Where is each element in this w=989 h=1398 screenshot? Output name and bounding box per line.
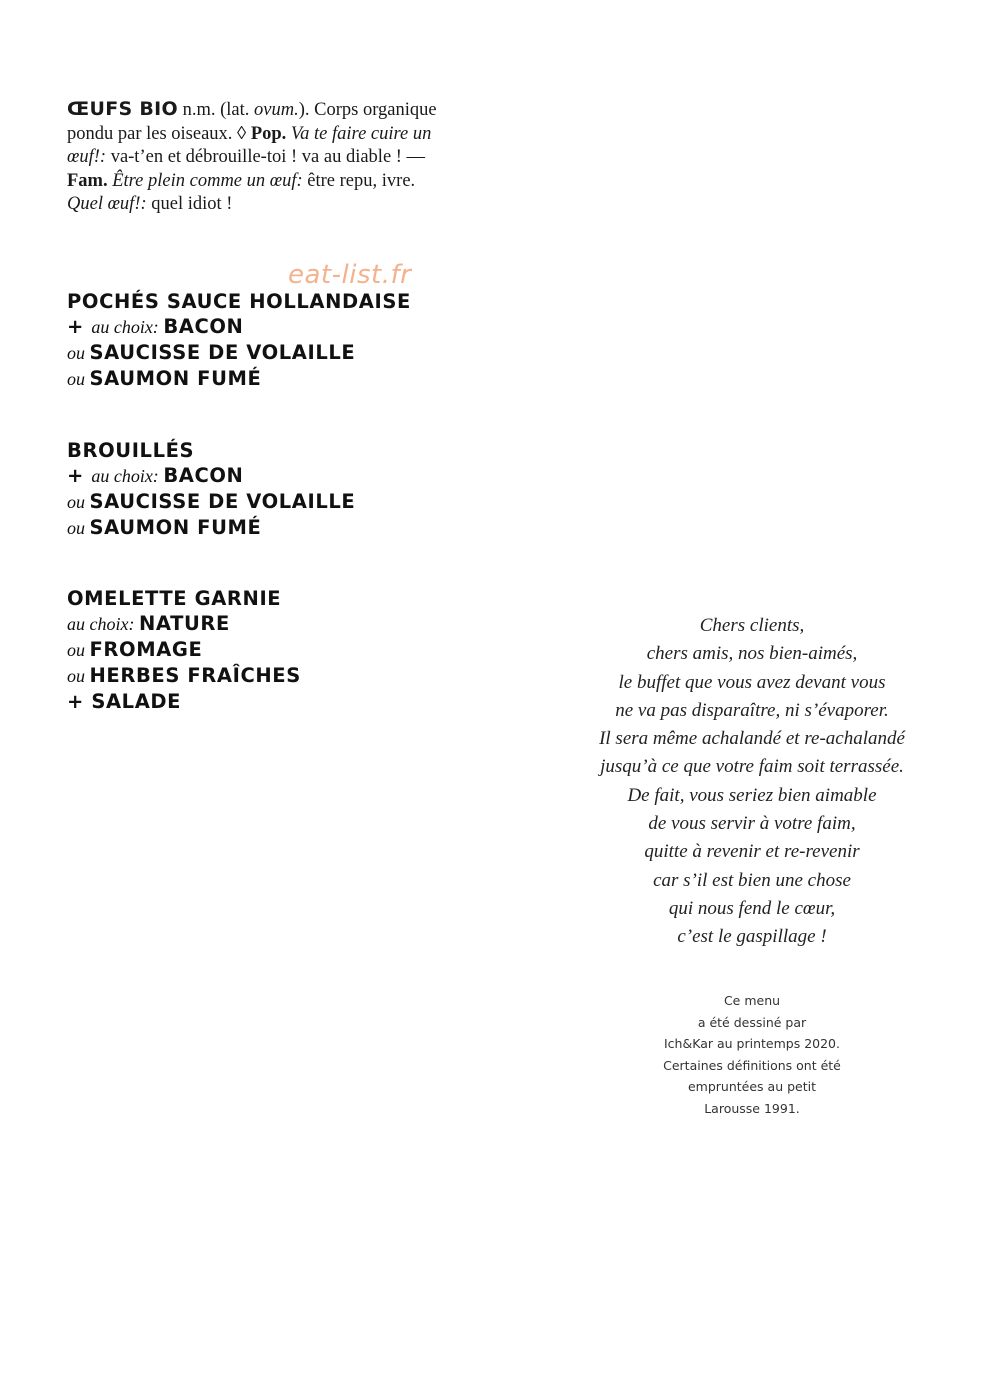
credits-line: Certaines définitions ont été — [663, 1057, 841, 1073]
menu-option — [67, 637, 301, 663]
option-text: SAUMON FUMÉ — [89, 516, 262, 539]
credits-line: Ich&Kar au printemps 2020. — [664, 1036, 840, 1051]
menu-section — [67, 438, 355, 541]
poem-line: De fait, vous seriez bien aimable — [627, 784, 877, 806]
definition-line — [67, 193, 487, 217]
definition-example: œuf!: — [67, 147, 107, 167]
definition-line — [67, 146, 487, 170]
option-connector: ou — [67, 518, 90, 538]
option-text: BACON — [163, 464, 244, 487]
option-text: + SALADE — [67, 690, 182, 713]
option-text: BACON — [163, 315, 244, 338]
option-text: SAUMON FUMÉ — [89, 367, 262, 390]
poem-line: jusqu’à ce que votre faim soit terrassée. — [600, 756, 904, 778]
option-text: BROUILLÉS — [67, 439, 195, 462]
definition-text: ). Corps organique — [298, 100, 437, 120]
poem-line: c’est le gaspillage ! — [677, 926, 827, 948]
option-text: HERBES FRAÎCHES — [89, 664, 301, 687]
headword: ŒUFS BIO — [67, 98, 178, 120]
option-text: NATURE — [138, 612, 230, 635]
definition-label: Fam. — [67, 170, 108, 191]
menu-option — [67, 463, 355, 489]
poem-line: quitte à revenir et re-revenir — [644, 841, 860, 863]
poem-line: Chers clients, — [699, 615, 805, 636]
credits-line: empruntées au petit — [687, 1079, 816, 1094]
definition-line — [67, 123, 487, 147]
poem-line: Il sera même achalandé et re-achalandé — [599, 728, 905, 750]
option-connector: ou — [67, 492, 90, 512]
option-connector: au choix: — [91, 317, 164, 337]
definition-text: être repu, ivre. — [302, 170, 416, 191]
option-text: FROMAGE — [89, 638, 203, 661]
option-connector: au choix: — [91, 466, 164, 486]
menu-option — [67, 689, 301, 714]
definition-text: n.m. (lat. — [177, 100, 255, 120]
menu-section-title — [67, 289, 411, 314]
definition-example: ovum. — [254, 100, 299, 120]
credits-note — [602, 990, 902, 1119]
welcome-poem — [552, 612, 952, 952]
definition-text: pondu par les oiseaux. ◊ — [67, 123, 251, 144]
credits-line: Larousse 1991. — [704, 1100, 800, 1116]
poem-line: de vous servir à votre faim, — [648, 813, 856, 835]
definition-label: Pop. — [250, 123, 287, 144]
menu-option — [67, 489, 355, 515]
option-connector: au choix: — [67, 614, 139, 634]
poem-line: chers amis, nos bien-aimés, — [646, 643, 858, 665]
definition-line — [67, 170, 487, 194]
poem-line: qui nous fend le cœur, — [668, 897, 836, 919]
dictionary-definition — [67, 98, 487, 217]
definition-example: Quel œuf!: — [67, 194, 147, 214]
definition-text: va-t’en et débrouille-toi ! va au diable ! — — [106, 147, 426, 167]
definition-text: quel idiot ! — [146, 194, 233, 214]
option-text: OMELETTE GARNIE — [67, 587, 282, 610]
definition-example: Va te faire cuire un — [290, 123, 432, 144]
plus-sign: + — [67, 464, 92, 487]
definition-example: Être plein comme un œuf: — [112, 170, 303, 191]
option-text: SAUCISSE DE VOLAILLE — [89, 490, 356, 513]
poem-line: le buffet que vous avez devant vous — [618, 671, 886, 693]
menu-section-title — [67, 586, 301, 611]
menu-option — [67, 611, 301, 637]
menu-option — [67, 663, 301, 689]
credits-line: a été dessiné par — [697, 1014, 807, 1030]
menu-section-title — [67, 438, 355, 463]
menu-section — [67, 586, 301, 714]
option-text: SAUCISSE DE VOLAILLE — [89, 341, 356, 364]
option-connector: ou — [67, 640, 90, 660]
credits-line: Ce menu — [723, 993, 781, 1008]
menu-option — [67, 515, 355, 541]
menu-option — [67, 340, 411, 366]
plus-sign: + — [67, 315, 92, 338]
menu-option — [67, 314, 411, 340]
menu-option — [67, 366, 411, 392]
option-connector: ou — [67, 369, 90, 389]
menu-section — [67, 289, 411, 392]
poem-line: car s’il est bien une chose — [653, 869, 851, 891]
poem-line: ne va pas disparaître, ni s’évaporer. — [615, 699, 889, 721]
option-connector: ou — [67, 666, 90, 686]
option-connector: ou — [67, 343, 90, 363]
watermark: eat-list.fr — [288, 260, 412, 290]
definition-line — [67, 98, 487, 123]
option-text: POCHÉS SAUCE HOLLANDAISE — [67, 290, 411, 313]
